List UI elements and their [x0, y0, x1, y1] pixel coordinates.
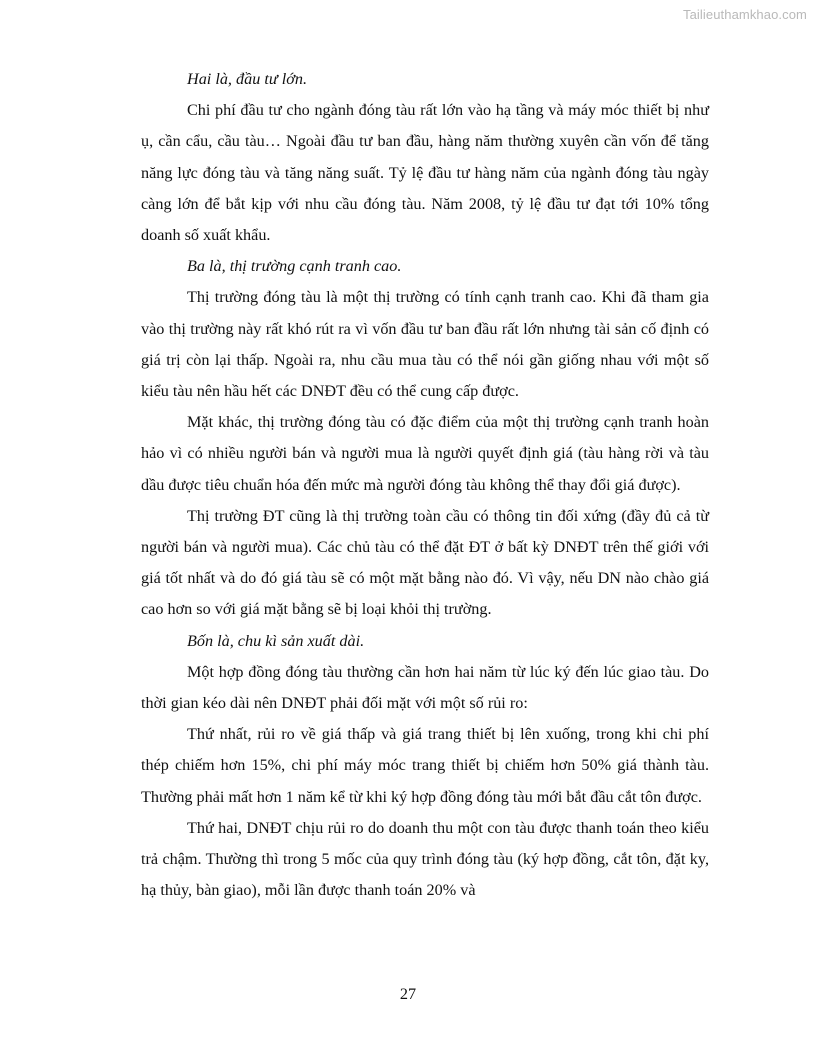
- page-number: 27: [399, 985, 417, 1003]
- paragraph-hop-dong-dong-tau: Một hợp đồng đóng tàu thường cần hơn hai năm từ lúc ký đến lúc giao tàu. Do thời gian kéo dài nên DNĐT phải đối mặt với một số rủi ro:: [141, 662, 709, 713]
- section-heading-chu-ki-san-xuat: Bốn là, chu kì sản xuất dài.: [187, 631, 365, 650]
- paragraph-rui-ro-thu-hai: Thứ hai, DNĐT chịu rủi ro do doanh thu một con tàu được thanh toán theo kiểu trả chậm. Thường thì trong 5 mốc của quy trình đóng tàu (ký hợp đồng, cắt tôn, đặt ky, hạ thủy, bàn giao), mỗi lần được thanh toán 20% và: [141, 818, 709, 900]
- paragraph-chi-phi-dau-tu: Chi phí đầu tư cho ngành đóng tàu rất lớn vào hạ tầng và máy móc thiết bị như ụ, cần cẩu, cầu tàu… Ngoài đầu tư ban đầu, hàng năm thường xuyên cần vốn để tăng năng lực đóng tàu và tăng năng suất. Tỷ lệ đầu tư hàng năm của ngành đóng tàu ngày càng lớn để bắt kịp với nhu cầu đóng tàu. Năm 2008, tỷ lệ đầu tư đạt tới 10% tổng doanh số xuất khẩu.: [141, 101, 709, 245]
- watermark-text: Tailieuthamkhao.com: [682, 7, 807, 22]
- section-heading-canh-tranh-cao: Ba là, thị trường cạnh tranh cao.: [187, 257, 402, 276]
- section-heading-dau-tu-lon: Hai là, đầu tư lớn.: [187, 70, 307, 88]
- paragraph-mat-khac: Mặt khác, thị trường đóng tàu có đặc điểm của một thị trường cạnh tranh hoàn hảo vì có nhiều người bán và người mua là người quyết định giá (tàu hàng rời và tàu dầu được tiêu chuẩn hóa đến mức mà người đóng tàu không thể thay đổi giá được).: [141, 413, 709, 494]
- page-body: [141, 64, 709, 906]
- paragraph-thi-truong-toan-cau: Thị trường ĐT cũng là thị trường toàn cầu có thông tin đối xứng (đầy đủ cả từ người bán và người mua). Các chủ tàu có thể đặt ĐT ở bất kỳ DNĐT trên thế giới với giá tốt nhất và do đó giá tàu sẽ có một mặt bằng nào đó. Vì vậy, nếu DN nào chào giá cao hơn so với giá mặt bằng sẽ bị loại khỏi thị trường.: [141, 506, 709, 619]
- paragraph-rui-ro-thu-nhat: Thứ nhất, rủi ro về giá thấp và giá trang thiết bị lên xuống, trong khi chi phí thép chiếm hơn 15%, chi phí máy móc trang thiết bị chiếm hơn 50% giá thành tàu. Thường phải mất hơn 1 năm kể từ khi ký hợp đồng đóng tàu mới bắt đầu cắt tôn được.: [141, 725, 709, 806]
- paragraph-thi-truong-canh-tranh: Thị trường đóng tàu là một thị trường có tính cạnh tranh cao. Khi đã tham gia vào thị trường này rất khó rút ra vì vốn đầu tư ban đầu rất lớn nhưng tài sản cố định có giá trị còn lại thấp. Ngoài ra, nhu cầu mua tàu có thể nói gần giống nhau với một số kiểu tàu nên hầu hết các DNĐT đều có thể cung cấp được.: [141, 288, 709, 401]
